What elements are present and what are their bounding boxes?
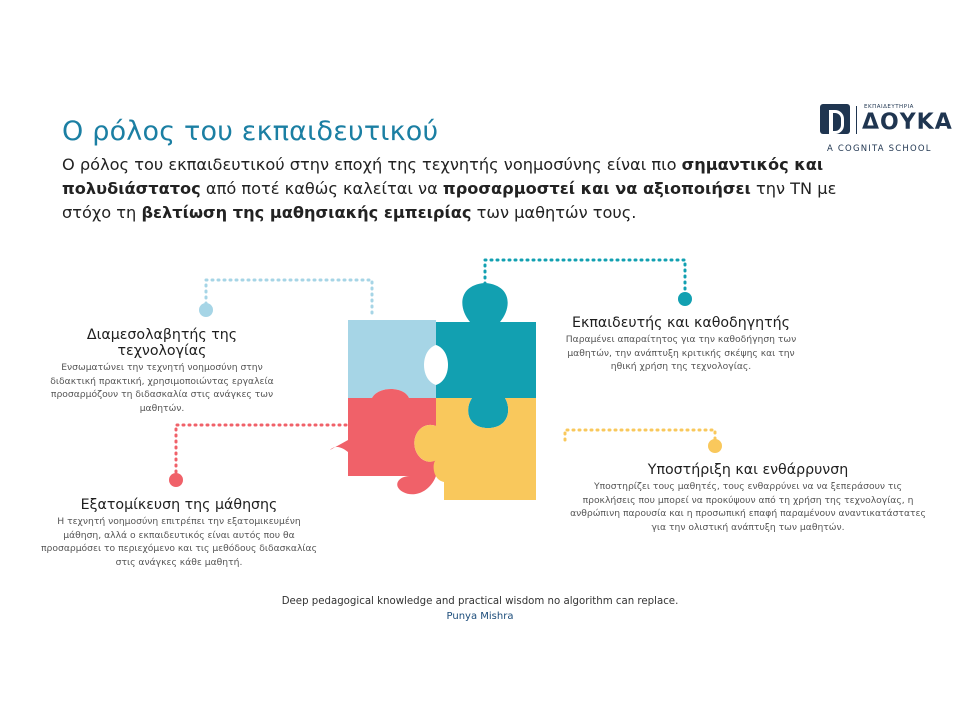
role-tech-mediator — [44, 327, 280, 415]
role-title: Εξατομίκευση της μάθησης — [80, 497, 278, 513]
logo-small-text: ΕΚΠΑΙΔΕΥΤΗΡΙΑ — [864, 104, 914, 110]
quote-text: Deep pedagogical knowledge and practical wisdom no algorithm can replace. — [281, 596, 679, 607]
logo-d-icon — [820, 104, 850, 134]
role-personalization — [40, 497, 318, 569]
role-text: Υποστηρίζει τους μαθητές, τους ενθαρρύνει να να ξεπεράσουν τις προκλήσεις που μπορεί να προκύψουν από τη χρήση της τεχνολογίας, η ανθρώπινη παρουσία και η προσωπική επαφή παραμένουν αναντικατάστατες για την ολιστική ανάπτυξη των μαθητών. — [570, 481, 926, 533]
role-title: Εκπαιδευτής και καθοδηγητής — [572, 315, 790, 331]
school-logo — [820, 104, 953, 158]
dot-support — [708, 439, 722, 453]
role-title: Διαμεσολαβητής της τεχνολογίας — [86, 327, 238, 359]
connector-teacher — [485, 260, 685, 298]
puzzle-piece-light-blue — [348, 320, 436, 398]
dot-teacher — [678, 292, 692, 306]
puzzle-piece-red-tab — [397, 476, 436, 494]
quote-author: Punya Mishra — [446, 611, 514, 622]
role-teacher-guide — [556, 315, 806, 374]
role-text: Η τεχνητή νοημοσύνη επιτρέπει την εξατομικευμένη μάθηση, αλλά ο εκπαιδευτικός είναι αυτός που θα προσαρμόσει το περιεχόμενο και τις μεθόδους διδασκαλίας στις ανάγκες κάθε μαθητή. — [41, 516, 317, 568]
dot-tech — [199, 303, 213, 317]
connector-personal — [176, 425, 353, 478]
page-title: Ο ρόλος του εκπαιδευτικού — [62, 116, 439, 147]
role-text: Ενσωματώνει την τεχνητή νοημοσύνη στην διδακτική πρακτική, χρησιμοποιώντας εργαλεία προσαρμόζουν τη διδασκαλία στις ανάγκες των μαθητών. — [50, 362, 274, 414]
logo-name: ΔΟΥΚΑ — [862, 110, 953, 135]
intro-paragraph: Ο ρόλος του εκπαιδευτικού στην εποχή της τεχνητής νοημοσύνης είναι πιο σημαντικός και πολυδιάστατος από ποτέ καθώς καλείται να προσαρμοστεί και να αξιοποιήσει την ΤΝ με στόχο τη βελτίωση της μαθησιακής εμπειρίας των μαθητών τους. — [62, 155, 837, 222]
role-text: Παραμένει απαραίτητος για την καθοδήγηση των μαθητών, την ανάπτυξη κριτικής σκέψης και την ηθική χρήση της τεχνολογίας. — [565, 334, 797, 372]
role-title: Υποστήριξη και ενθάρρυνση — [647, 462, 849, 478]
connector-support — [565, 430, 715, 445]
dot-personal — [169, 473, 183, 487]
connector-tech — [206, 280, 372, 318]
role-support — [568, 462, 928, 534]
logo-school: A COGNITA SCHOOL — [827, 144, 932, 154]
